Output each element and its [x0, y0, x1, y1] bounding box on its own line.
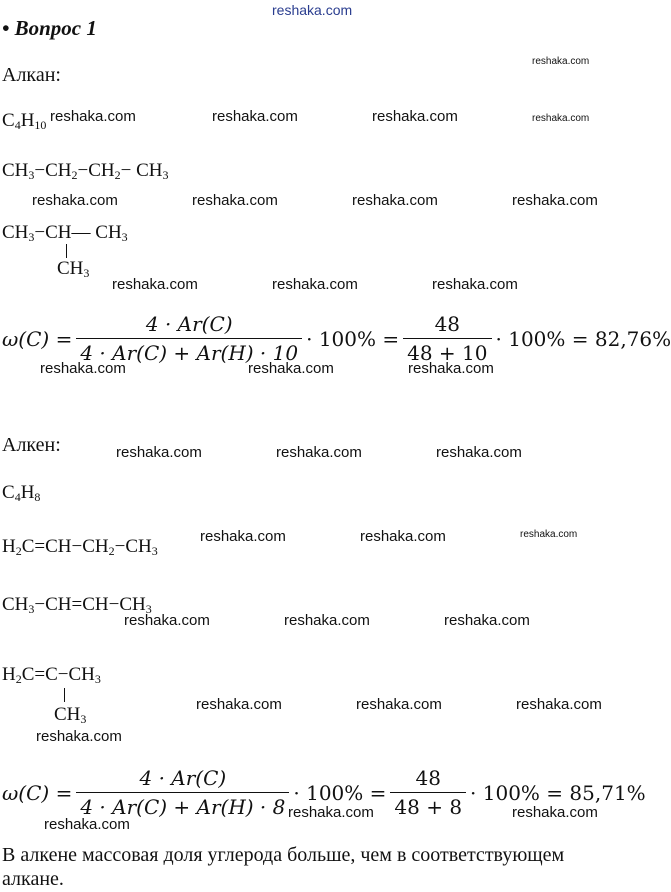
isobutane-structure: $CH_3-CH—$ $CH_3$	[2, 222, 128, 244]
alkene-mass-fraction-formula: ω(C) = $\frac{4 \cdot Ar(C)}{4 \cdot Ar(C) + Ar(H) \cdot 8}$ · 100% = $\frac{48}{48 + 8}$ · 100% = 85,71%	[2, 766, 646, 819]
watermark: reshaka.com	[200, 528, 286, 545]
watermark: reshaka.com	[36, 728, 122, 745]
isobutene-structure: $H_2C=C-CH_3$	[2, 664, 101, 686]
watermark: reshaka.com	[112, 276, 198, 293]
watermark: reshaka.com	[248, 360, 334, 377]
watermark: reshaka.com	[116, 444, 202, 461]
watermark: reshaka.com	[44, 816, 130, 833]
top-watermark: reshaka.com	[272, 2, 353, 18]
watermark: reshaka.com	[284, 612, 370, 629]
watermark: reshaka.com	[520, 529, 578, 540]
watermark: reshaka.com	[512, 804, 598, 821]
alkane-molecular-formula: $C_4H_{10}$	[2, 110, 47, 132]
watermark: reshaka.com	[32, 192, 118, 209]
branch-bond	[66, 244, 67, 258]
butane-structure: $CH_3-CH_2-CH_2- CH_3$	[2, 160, 169, 182]
watermark: reshaka.com	[372, 108, 458, 125]
watermark: reshaka.com	[432, 276, 518, 293]
isobutene-branch: $CH_3$	[54, 704, 87, 726]
watermark: reshaka.com	[192, 192, 278, 209]
alkane-mass-fraction-formula: ω(C) = $\frac{4 \cdot Ar(C)}{4 \cdot Ar(C) + Ar(H) \cdot 10}$ · 100% = $\frac{48}{48 + 10}$ · 100% = 82,76%	[2, 312, 671, 365]
watermark: reshaka.com	[356, 696, 442, 713]
alkane-label: Алкан:	[2, 64, 61, 86]
alkene-molecular-formula: $C_4H_8$	[2, 482, 41, 504]
watermark: reshaka.com	[532, 56, 590, 67]
watermark: reshaka.com	[40, 360, 126, 377]
watermark: reshaka.com	[360, 528, 446, 545]
watermark: reshaka.com	[352, 192, 438, 209]
butene-2-structure: $CH_3-CH=CH-CH_3$	[2, 594, 152, 616]
question-heading: • Вопрос 1	[2, 16, 97, 40]
watermark: reshaka.com	[124, 612, 210, 629]
fraction-symbolic: $\frac{4 \cdot Ar(C)}{4 \cdot Ar(C) + Ar(H) \cdot 8}$	[76, 766, 289, 819]
fraction-numeric: $\frac{48}{48 + 8}$	[390, 766, 466, 819]
watermark: reshaka.com	[196, 696, 282, 713]
watermark: reshaka.com	[516, 696, 602, 713]
isobutane-branch: $CH_3$	[57, 258, 90, 280]
fraction-numeric: $\frac{48}{48 + 10}$	[403, 312, 491, 365]
fraction-symbolic: $\frac{4 \cdot Ar(C)}{4 \cdot Ar(C) + Ar(H) \cdot 10}$	[76, 312, 302, 365]
watermark: reshaka.com	[436, 444, 522, 461]
butene-1-structure: $H_2C=CH-CH_2-CH_3$	[2, 536, 158, 558]
watermark: reshaka.com	[288, 804, 374, 821]
conclusion-line-2: алкане.	[2, 868, 64, 890]
watermark: reshaka.com	[512, 192, 598, 209]
watermark: reshaka.com	[272, 276, 358, 293]
watermark: reshaka.com	[212, 108, 298, 125]
watermark: reshaka.com	[408, 360, 494, 377]
alkene-label: Алкен:	[2, 434, 61, 456]
watermark: reshaka.com	[50, 108, 136, 125]
branch-bond	[64, 688, 65, 702]
conclusion-line-1: В алкене массовая доля углерода больше, чем в соответствующем	[2, 844, 565, 866]
watermark: reshaka.com	[276, 444, 362, 461]
watermark: reshaka.com	[444, 612, 530, 629]
watermark: reshaka.com	[532, 113, 590, 124]
